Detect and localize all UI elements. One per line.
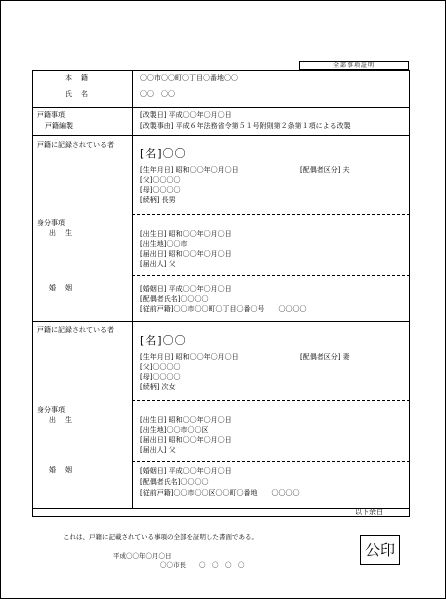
certificate-type-label: 全部事項証明 — [299, 61, 409, 70]
dotted-divider — [132, 461, 410, 462]
honseki-value: 〇〇市〇〇町〇丁目〇番地〇〇 — [140, 74, 238, 82]
person1-marriage-line: [従前戸籍]〇〇市〇〇町〇丁目〇番〇号 〇〇〇〇 — [140, 305, 307, 313]
person1-birth-line: [出生地]〇〇市 — [140, 240, 188, 248]
row-divider — [32, 508, 410, 509]
person2-birth-line: [届出日] 昭和〇〇年〇月〇日 — [140, 436, 232, 444]
register-table — [32, 70, 410, 517]
row-divider — [32, 321, 410, 322]
person2-section-label: 戸籍に記録されている者 — [37, 326, 114, 334]
person2-birth-label: 出生 — [49, 416, 81, 424]
person2-spouse-type: [配偶者区分] 妻 — [300, 353, 350, 361]
dotted-divider — [132, 400, 410, 401]
person1-relation: [続柄] 長男 — [140, 196, 176, 204]
person1-father: [父]〇〇〇〇 — [140, 176, 181, 184]
issue-date: 平成〇〇年〇月〇日 — [113, 552, 172, 560]
person1-mibun-label: 身分事項 — [37, 219, 65, 227]
koseki-jiko-label: 戸籍事項 — [37, 111, 65, 119]
person1-spouse-type: [配偶者区分] 夫 — [300, 166, 350, 174]
person1-marriage-line: [配偶者氏名]〇〇〇〇 — [140, 295, 209, 303]
certification-statement: これは、戸籍に記載されている事項の全部を証明した書面である。 — [63, 533, 258, 541]
person2-birth: [生年月日] 昭和〇〇年〇月〇日 — [140, 353, 239, 361]
ika-yohaku-note: 以下余白 — [355, 508, 383, 516]
official-seal: 公印 — [360, 535, 400, 565]
person2-marriage-label: 婚姻 — [49, 466, 81, 474]
koseki-hensei-label: 戸籍編製 — [45, 122, 73, 130]
person2-mother: [母]〇〇〇〇 — [140, 373, 181, 381]
person2-father: [父]〇〇〇〇 — [140, 363, 181, 371]
person1-section-label: 戸籍に記録されている者 — [37, 141, 114, 149]
person1-birth-line: [届出人] 父 — [140, 260, 176, 268]
person2-marriage-line: [婚姻日] 平成〇〇年〇月〇日 — [140, 467, 232, 475]
person1-marriage-line: [婚姻日] 平成〇〇年〇月〇日 — [140, 285, 232, 293]
person2-relation: [続柄] 次女 — [140, 383, 176, 391]
person2-birth-line: [届出人] 父 — [140, 446, 176, 454]
person1-mother: [母]〇〇〇〇 — [140, 186, 181, 194]
person2-mibun-label: 身分事項 — [37, 406, 65, 414]
shimei-label: 氏名 — [65, 90, 97, 98]
dotted-divider — [132, 275, 410, 276]
person1-birth-label: 出生 — [49, 229, 81, 237]
person2-name: [名]〇〇 — [140, 334, 187, 347]
mayor-signature: 〇〇市長 〇 〇 〇 〇 — [160, 561, 245, 569]
shimei-value: 〇〇 〇〇 — [140, 90, 175, 98]
person2-marriage-line: [従前戸籍]〇〇市〇〇区〇〇町〇番地 〇〇〇〇 — [140, 489, 300, 497]
person1-birth: [生年月日] 昭和〇〇年〇月〇日 — [140, 166, 239, 174]
person1-name: [名]〇〇 — [140, 147, 187, 160]
row-divider — [32, 135, 410, 136]
person2-marriage-line: [配偶者氏名]〇〇〇〇 — [140, 478, 209, 486]
kaisei-reason: [改製事由] 平成６年法務省令第５１号附則第２条第１項による改製 — [140, 122, 351, 130]
row-divider — [32, 107, 410, 108]
person2-birth-line: [出生地]〇〇市〇〇区 — [140, 426, 209, 434]
person2-birth-line: [出生日] 昭和〇〇年〇月〇日 — [140, 416, 232, 424]
honseki-label: 本籍 — [65, 74, 97, 82]
kaisei-date: [改製日] 平成〇〇年〇月〇日 — [140, 111, 232, 119]
person1-birth-line: [届出日] 昭和〇〇年〇月〇日 — [140, 250, 232, 258]
person1-birth-line: [出生日] 昭和〇〇年〇月〇日 — [140, 230, 232, 238]
person1-marriage-label: 婚姻 — [49, 284, 81, 292]
dotted-divider — [132, 214, 410, 215]
